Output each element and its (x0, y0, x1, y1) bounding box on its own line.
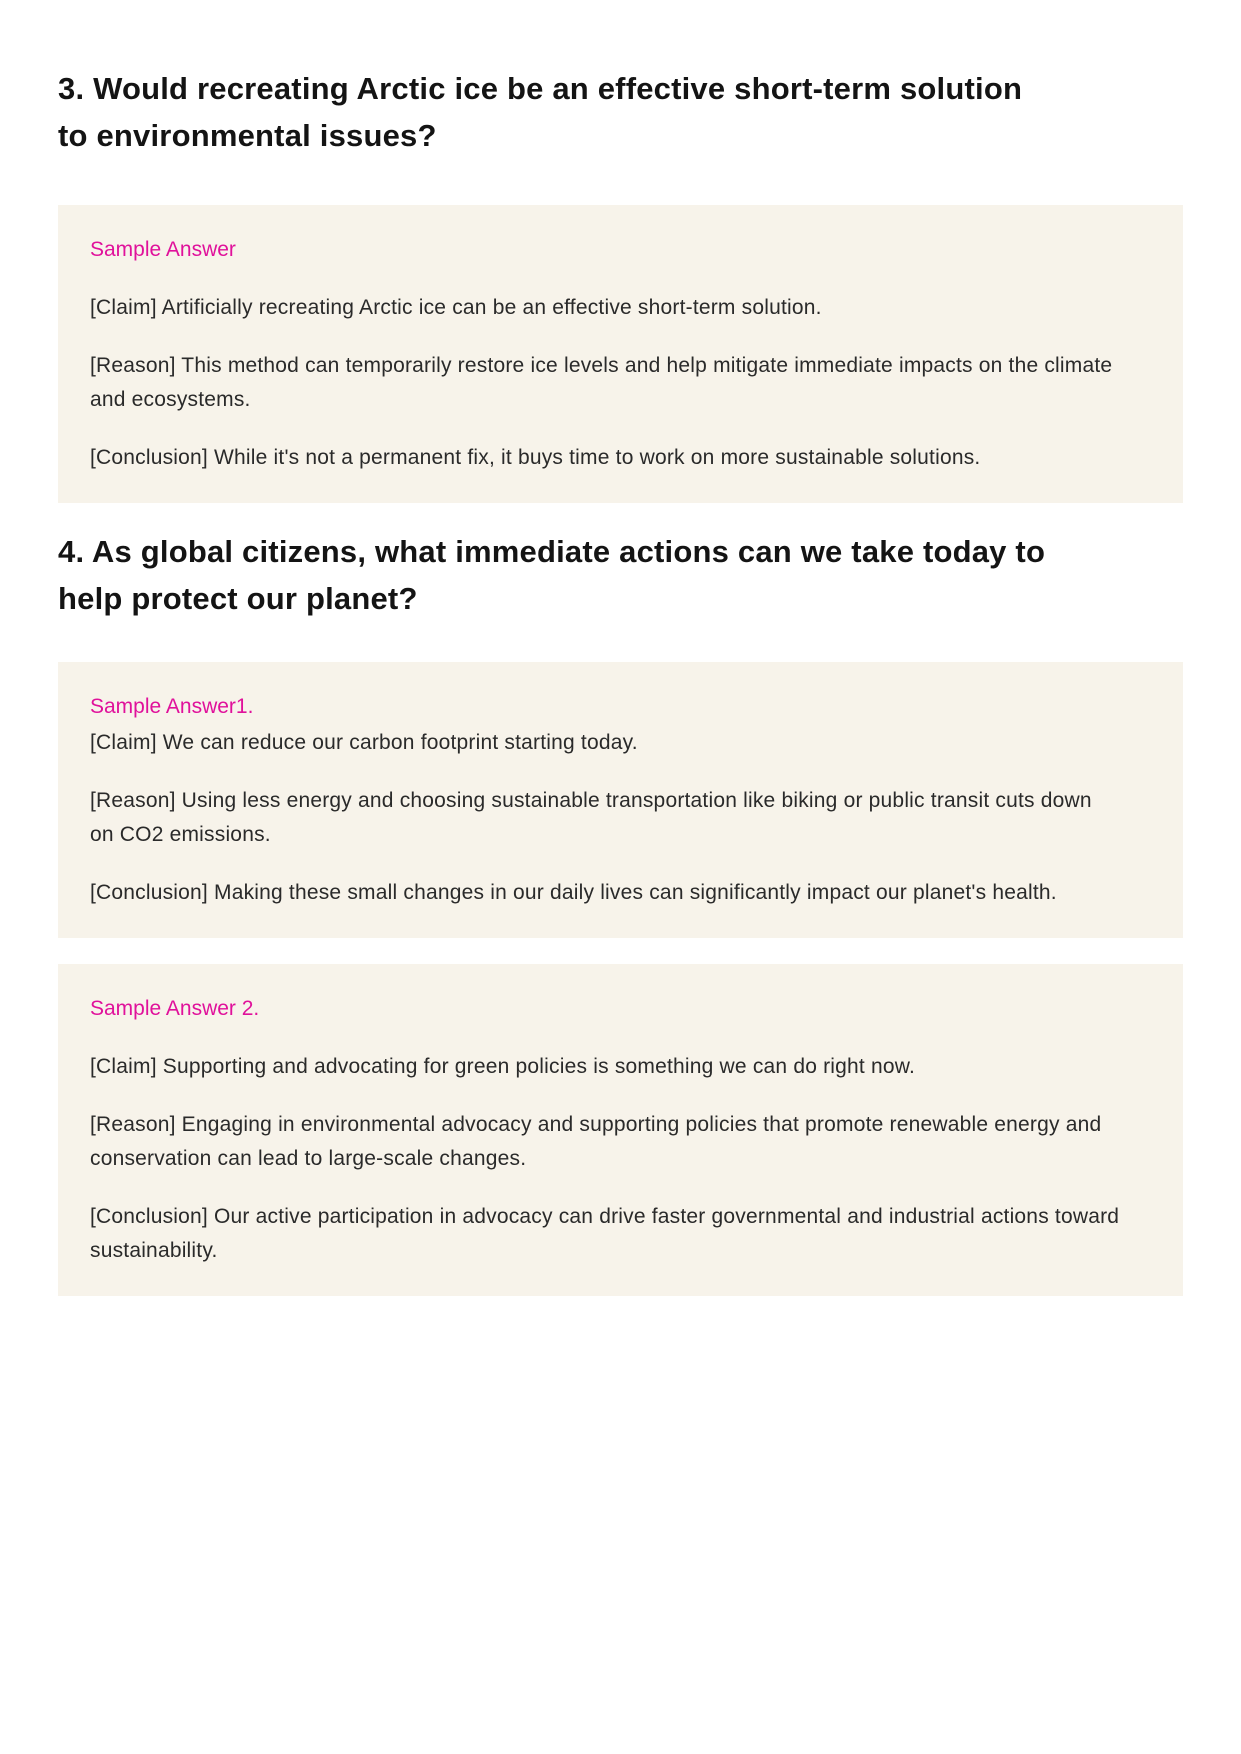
conclusion-paragraph: [Conclusion] Our active participation in advocacy can drive faster governmental and industrial actions toward sustainability. (90, 1205, 1120, 1262)
question-3-heading: 3. Would recreating Arctic ice be an effective short-term solution to environmental issues? (58, 71, 1023, 153)
claim-paragraph: [Claim] We can reduce our carbon footprint starting today. (90, 731, 638, 754)
question-4-heading: 4. As global citizens, what immediate actions can we take today to help protect our planet? (58, 534, 1046, 616)
reason-paragraph: [Reason] Engaging in environmental advocacy and supporting policies that promote renewable energy and conservation can lead to large-scale changes. (90, 1113, 1102, 1170)
sample-answer-card-q3 (58, 205, 1183, 503)
claim-paragraph: [Claim] Supporting and advocating for green policies is something we can do right now. (90, 1055, 915, 1078)
reason-paragraph: [Reason] Using less energy and choosing sustainable transportation like biking or public transit cuts down on CO2 emissions. (90, 789, 1092, 846)
sample-answer-card-q4-2 (58, 964, 1183, 1296)
reason-paragraph: [Reason] This method can temporarily restore ice levels and help mitigate immediate impacts on the climate and ecosystems. (90, 354, 1113, 411)
claim-paragraph: [Claim] Artificially recreating Arctic ice can be an effective short-term solution. (90, 296, 822, 319)
sample-answer-card-q4-1 (58, 662, 1183, 938)
conclusion-paragraph: [Conclusion] Making these small changes in our daily lives can significantly impact our planet's health. (90, 881, 1057, 904)
conclusion-paragraph: [Conclusion] While it's not a permanent fix, it buys time to work on more sustainable solutions. (90, 446, 981, 469)
sample-answer-label: Sample Answer (90, 238, 236, 261)
sample-answer-1-label: Sample Answer1. (90, 695, 254, 718)
sample-answer-2-label: Sample Answer 2. (90, 997, 260, 1020)
